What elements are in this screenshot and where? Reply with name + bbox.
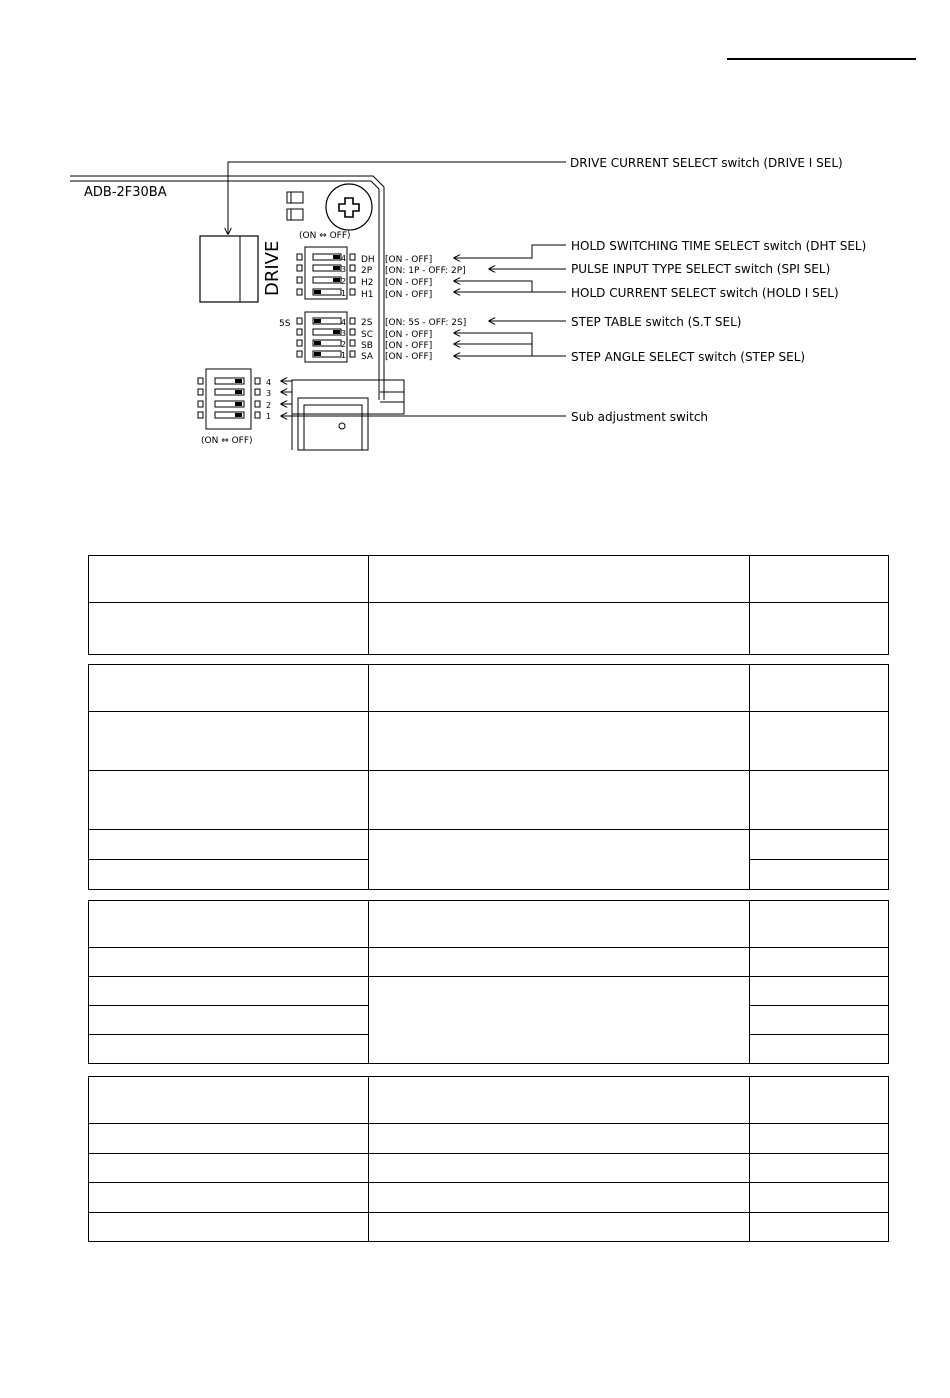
dip-on-off-caption: (ON ⇔ OFF): [299, 231, 351, 241]
table-cell: [369, 901, 749, 948]
table-cell: [749, 1124, 888, 1154]
switch-name-h2: H2: [361, 278, 374, 288]
table-cell: [749, 1077, 888, 1124]
lower-dip-settings: [385, 318, 466, 362]
lower-dip-switch: [297, 312, 355, 362]
table-cell: [749, 860, 888, 890]
table-cell: [749, 1154, 888, 1183]
dip-number: 1: [341, 351, 347, 360]
table-cell: [89, 771, 369, 830]
switch-name-dh: DH: [361, 255, 375, 265]
table-cell: [89, 1154, 369, 1183]
callout-pulse-input-type: PULSE INPUT TYPE SELECT switch (SPI SEL): [571, 262, 831, 276]
settings-table-1: [88, 555, 889, 655]
callout-hold-current: HOLD CURRENT SELECT switch (HOLD I SEL): [571, 286, 839, 300]
switch-name-2s: 2S: [361, 318, 373, 328]
table-cell: [89, 1124, 369, 1154]
upper-dip-numbers: [341, 254, 346, 298]
dip-number: 1: [341, 289, 347, 298]
setting-2p: [ON: 1P - OFF: 2P]: [385, 266, 466, 276]
table-cell: [369, 1124, 749, 1154]
table-cell: [749, 1183, 888, 1213]
sub-dip-on-off-caption: (ON ⇔ OFF): [201, 436, 253, 446]
table-cell: [89, 948, 369, 977]
setting-dh: [ON - OFF]: [385, 255, 433, 265]
lower-dip-levers: [314, 319, 340, 356]
settings-table-2: [88, 664, 889, 890]
drive-label: DRIVE: [262, 240, 283, 296]
table-cell: [89, 830, 369, 860]
sub-dip-number: 1: [266, 412, 272, 421]
board-outline: [70, 176, 384, 400]
table-cell: [749, 1213, 888, 1242]
upper-dip-settings: [385, 255, 466, 300]
dip-number: 3: [341, 329, 347, 338]
table-cell: [369, 603, 749, 655]
table-cell: [369, 1183, 749, 1213]
setting-h1: [ON - OFF]: [385, 290, 433, 300]
callout-leader: [454, 321, 566, 356]
table-cell: [89, 1213, 369, 1242]
table-cell: [749, 556, 888, 603]
board-model-label: ADB-2F30BA: [84, 185, 167, 200]
table-cell: [89, 1183, 369, 1213]
sub-dip-levers: [235, 379, 242, 417]
dip-number: 2: [341, 340, 347, 349]
switch-name-h1: H1: [361, 290, 374, 300]
table-cell: [89, 860, 369, 890]
table-cell: [749, 771, 888, 830]
table-cell: [89, 665, 369, 712]
dip-number: 2: [341, 277, 347, 286]
setting-2s: [ON: 5S - OFF: 2S]: [385, 318, 467, 328]
callout-drive-current: DRIVE CURRENT SELECT switch (DRIVE I SEL): [570, 156, 843, 170]
drive-connector: [200, 236, 258, 302]
table-cell: [89, 1077, 369, 1124]
callout-leader: [228, 162, 566, 234]
table-cell: [369, 948, 749, 977]
table-cell: [749, 1035, 888, 1064]
setting-sc: [ON - OFF]: [385, 330, 433, 340]
capacitor-top: [287, 192, 303, 203]
table-cell: [749, 948, 888, 977]
table-cell: [89, 712, 369, 771]
table-cell: [369, 556, 749, 603]
setting-h2: [ON - OFF]: [385, 278, 433, 288]
upper-dip-levers: [314, 255, 340, 294]
component-outline: [292, 380, 404, 450]
table-cell: [89, 556, 369, 603]
switch-name-sb: SB: [361, 341, 373, 351]
callout-leader: [454, 245, 566, 292]
switch-name-2p: 2P: [361, 266, 373, 276]
dip-number: 4: [341, 254, 347, 263]
table-cell: [749, 977, 888, 1006]
switch-layout-diagram: [0, 0, 950, 460]
callout-sub-adjustment: Sub adjustment switch: [571, 410, 709, 424]
dip-number: 3: [341, 265, 347, 274]
table-cell: [749, 830, 888, 860]
sub-dip-number: 4: [266, 378, 272, 387]
table-cell: [749, 665, 888, 712]
setting-sa: [ON - OFF]: [385, 352, 433, 362]
upper-dip-switch: [297, 247, 355, 299]
table-cell: [369, 830, 749, 890]
switch-name-sc: SC: [361, 330, 373, 340]
table-cell: [369, 977, 749, 1064]
lower-dip-numbers: [341, 318, 346, 360]
table-cell: [369, 771, 749, 830]
sub-adjustment-dip-switch: [198, 369, 260, 429]
upper-dip-names: [361, 255, 375, 300]
table-cell: [89, 1035, 369, 1064]
callout-hold-switching-time: HOLD SWITCHING TIME SELECT switch (DHT SEL): [571, 239, 867, 253]
table-cell: [369, 1154, 749, 1183]
table-cell: [369, 712, 749, 771]
table-cell: [749, 712, 888, 771]
table-cell: [89, 1006, 369, 1035]
callout-step-angle: STEP ANGLE SELECT switch (STEP SEL): [571, 350, 806, 364]
setting-sb: [ON - OFF]: [385, 341, 433, 351]
lower-dip-left-label: 5S: [279, 319, 291, 329]
switch-name-sa: SA: [361, 352, 374, 362]
settings-table-3: [88, 900, 889, 1064]
table-cell: [369, 1213, 749, 1242]
dip-number: 4: [341, 318, 347, 327]
table-cell: [749, 1006, 888, 1035]
sub-dip-number: 3: [266, 389, 272, 398]
capacitor-bottom: [287, 209, 303, 220]
callout-step-table: STEP TABLE switch (S.T SEL): [571, 315, 742, 329]
table-cell: [369, 665, 749, 712]
sub-dip-number: 2: [266, 401, 272, 410]
drive-current-rotary-switch: [326, 184, 372, 230]
table-cell: [749, 603, 888, 655]
sub-dip-numbers: [266, 378, 271, 421]
table-cell: [89, 977, 369, 1006]
lower-dip-names: [361, 318, 374, 362]
table-cell: [749, 901, 888, 948]
table-cell: [369, 1077, 749, 1124]
table-cell: [89, 603, 369, 655]
settings-table-4: [88, 1076, 889, 1242]
table-cell: [89, 901, 369, 948]
